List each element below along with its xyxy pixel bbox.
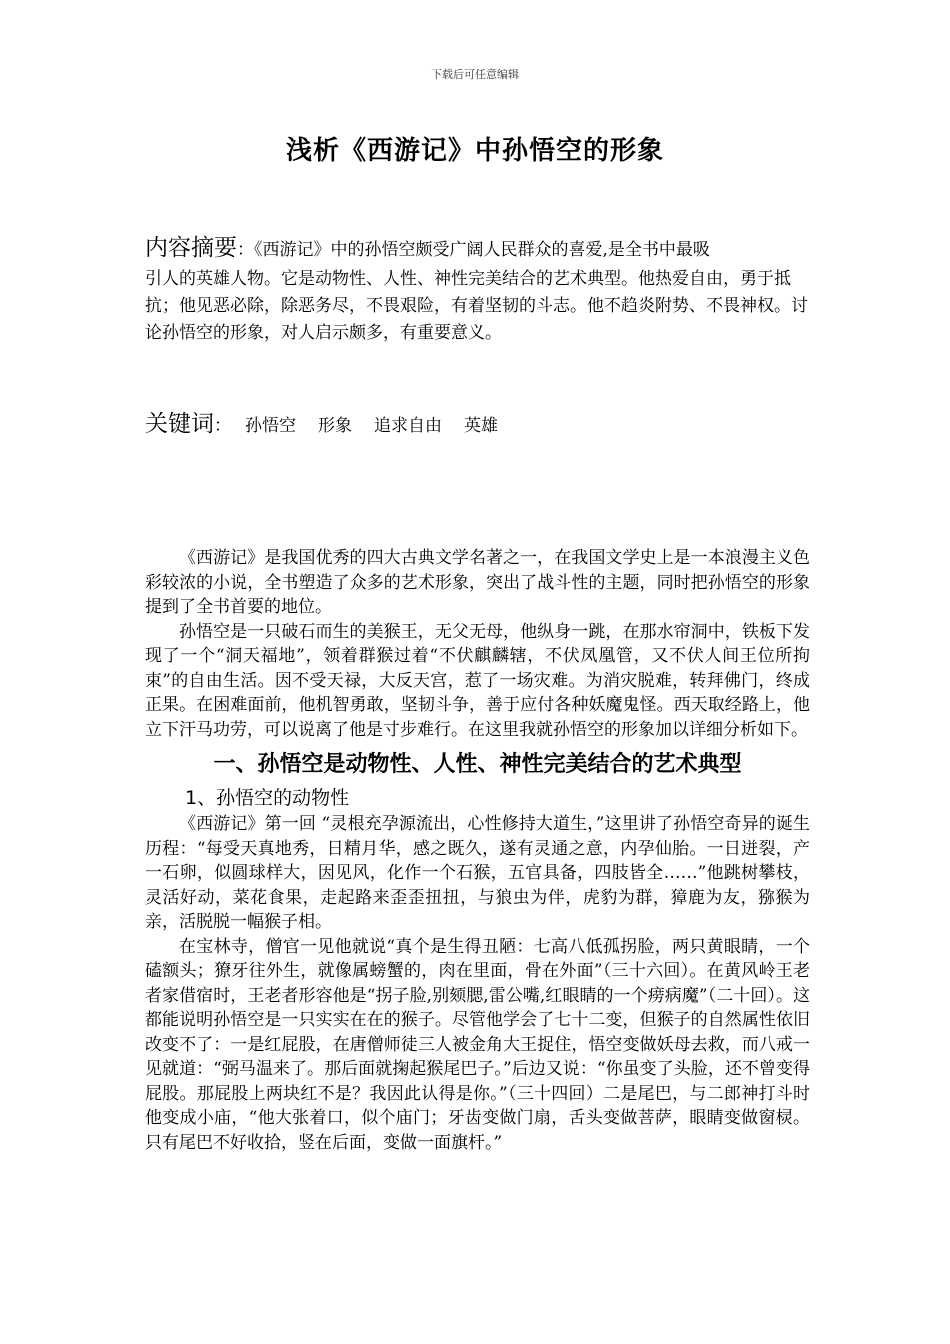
abstract-body: 引人的英雄人物。它是动物性、人性、神性完美结合的艺术典型。他热爱自由，勇于抵抗；他见恶必除，除恶务尽，不畏艰险，有着坚韧的斗志。他不趋炎附势、不畏神权。讨论孙悟空的形象，对人启示颇多，有重要意义。 [145,269,808,343]
abstract-first-line [145,232,810,266]
keyword-item: 英雄 [464,416,498,436]
keywords-section [145,404,810,446]
keyword-item: 形象 [318,416,352,436]
body-paragraph: 在宝林寺，僧官一见他就说“真个是生得丑陋：七高八低孤拐脸，两只黄眼睛，一个磕额头；獠牙往外生，就像属螃蟹的，肉在里面，骨在外面”（三十六回）。在黄风岭王老者家借宿时，王老者形容他是“拐子脸,别颏腮,雷公嘴,红眼睛的一个痨病魔”（二十回）。这都能说明孙悟空是一只实实在在的猴子。尽管他学会了七十二变，但猴子的自然属性依旧改变不了：一是红屁股，在唐僧师徒三人被金角大王捉住，悟空变做妖母去救，而八戒一见就道：“弼马温来了。那后面就掬起猴尾巴子。”后边又说：“你虽变了头脸，还不曾变得屁股。那屁股上两块红不是？我因此认得是你。”（三十四回）二是尾巴，与二郎神打斗时他变成小庙，“他大张着口，似个庙门；牙齿变做门扇，舌头变做菩萨，眼睛变做窗棂。只有尾巴不好收拾，竖在后面，变做一面旗杆。” [145,936,810,1153]
abstract-colon: ： [237,240,254,260]
intro-paragraph: 《西游记》是我国优秀的四大古典文学名著之一，在我国文学史上是一本浪漫主义色彩较浓的小说，全书塑造了众多的艺术形象，突出了战斗性的主题，同时把孙悟空的形象提到了全书首要的地位。 [145,548,810,617]
keyword-item: 孙悟空 [245,416,296,436]
keywords-colon: ： [214,416,231,436]
subsection-heading: 1、孙悟空的动物性 [185,787,350,809]
abstract-first-text: 《西游记》中的孙悟空颇受广阔人民群众的喜爱,是全书中最吸 [254,240,710,260]
body-paragraph: 《西游记》第一回 “灵根充孕源流出，心性修持大道生，”这里讲了孙悟空奇异的诞生历程：“每受天真地秀，日精月华，感之既久，遂有灵通之意，内孕仙胎。一日迸裂，产一石卵，似圆球样大，因见风，化作一个石猴，五官具备，四肢皆全……”他跳树攀枝，灵活好动，菜花食果，走起路来歪歪扭扭，与狼虫为伴，虎豹为群，獐鹿为友，猕猴为亲，活脱脱一幅猴子相。 [145,814,810,932]
main-body [145,546,810,1155]
keyword-item: 追求自由 [374,416,442,436]
section-heading: 一、孙悟空是动物性、人性、神性完美结合的艺术典型 [213,752,742,777]
header-note: 下载后可任意编辑 [431,68,519,81]
keywords-label: 关键词 [145,411,214,437]
abstract-section [145,232,810,347]
abstract-label: 内容摘要 [145,235,237,261]
intro-paragraph: 孙悟空是一只破石而生的美猴王，无父无母，他纵身一跳，在那水帘洞中，铁板下发现了一个“洞天福地”，领着群猴过着“不伏麒麟辖，不伏凤凰管，又不伏人间王位所拘束”的自由生活。因不受天禄，大反天宫，惹了一场灾难。为消灾脱难，转拜佛门，终成正果。在困难面前，他机智勇敢，坚韧斗争，善于应付各种妖魔鬼怪。西天取经路上，他立下汗马功劳，可以说离了他是寸步难行。在这里我就孙悟空的形象加以详细分析如下。 [145,621,810,740]
document-title: 浅析《西游记》中孙悟空的形象 [285,136,664,166]
